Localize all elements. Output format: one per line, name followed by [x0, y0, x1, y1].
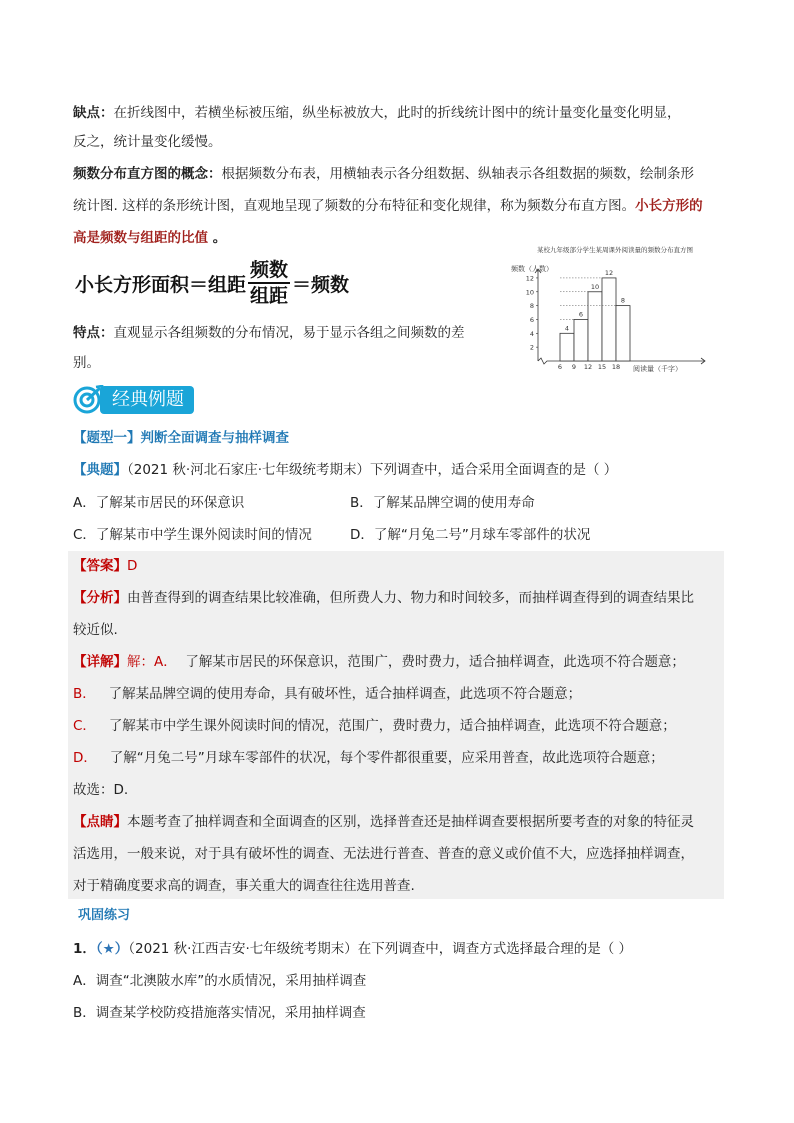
q1-number: 1． [73, 941, 96, 957]
detail-a-label: 解：A． [127, 654, 177, 670]
tip-line-1 [73, 812, 694, 832]
x-tick-label-12: 12 [583, 363, 593, 371]
bar-label-4: 8 [620, 296, 626, 305]
example-source: （2021 秋·河北石家庄·七年级统考期末） [127, 462, 370, 478]
definition-line-1 [73, 164, 694, 184]
formula-fraction [248, 258, 290, 308]
y-tick-label-2: 2 [529, 343, 534, 352]
detail-line-a [73, 652, 685, 672]
area-formula [75, 258, 349, 308]
x-tick-label-18: 18 [611, 363, 621, 371]
formula-numerator: 频数 [248, 258, 290, 284]
analysis-line-1 [73, 588, 694, 608]
formula-left: 小长方形面积＝组距 [75, 273, 247, 296]
bar-label-3: 12 [604, 268, 614, 277]
chart-title: 某校九年级部分学生某周课外阅读量的频数分布直方图 [537, 246, 693, 254]
answer-line [73, 556, 137, 576]
option-c: C．了解某市中学生课外阅读时间的情况 [73, 527, 312, 543]
tip-text-2: 活选用，一般来说，对于具有破坏性的调查、无法进行普查、普查的意义或价值不大，应选择抽样调查， [73, 846, 694, 862]
choose-line: 故选：D. [73, 782, 129, 798]
tip-tag: 【点睛】 [73, 814, 127, 830]
drawback-text-1: 在折线图中，若横坐标被压缩，纵坐标被放大，此时的折线统计图中的统计量变化量变化明显， [113, 105, 681, 121]
x-tick-label-15: 15 [597, 363, 607, 371]
badge-label: 经典例题 [100, 386, 194, 414]
practice-q1 [73, 939, 632, 959]
definition-line-3 [73, 228, 226, 248]
analysis-text-1: 由普查得到的调查结果比较准确，但所费人力、物力和时间较多，而抽样调查得到的调查结果比 [127, 590, 694, 606]
q1-star: （★） [95, 941, 129, 957]
definition-text-1: 根据频数分布表，用横轴表示各分组数据、纵轴表示各组数据的频数，绘制条形 [221, 166, 694, 182]
detail-c-label: C． [73, 718, 96, 734]
detail-a-text: 了解某市居民的环保意识，范围广，费时费力，适合抽样调查，此选项不符合题意； [185, 654, 685, 670]
definition-red-3: 高是频数与组距的比值 [73, 230, 208, 246]
drawback-text-2: 反之，统计量变化缓慢。 [73, 134, 222, 150]
feature-line-1 [73, 323, 465, 343]
option-d: D．了解“月兔二号”月球车零部件的状况 [350, 527, 591, 543]
detail-d-text: 了解“月兔二号”月球车零部件的状况，每个零件都很重要，应采用普查，故此选项符合题意； [109, 750, 664, 766]
drawback-head: 缺点： [73, 105, 114, 121]
feature-text-2: 别。 [73, 355, 100, 371]
answer-value: D [127, 558, 138, 574]
y-tick-label-6: 6 [529, 315, 534, 324]
detail-b-label: B． [73, 686, 96, 702]
tip-text-1: 本题考查了抽样调查和全面调查的区别，选择普查还是抽样调查要根据所要考查的对象的特征灵 [127, 814, 694, 830]
formula-right: ＝频数 [292, 273, 350, 296]
feature-text-1: 直观显示各组频数的分布情况，易于显示各组之间频数的差 [113, 325, 465, 341]
x-tick-label-9: 9 [571, 363, 577, 371]
x-tick-label-6: 6 [557, 363, 563, 371]
histogram-chart [505, 243, 720, 373]
bar-4 [616, 306, 630, 361]
detail-tag: 【详解】 [73, 654, 127, 670]
bar-2 [588, 292, 602, 361]
y-tick-label-4: 4 [529, 329, 534, 338]
definition-text-2: 统计图. 这样的条形统计图，直观地呈现了频数的分布特征和变化规律，称为频数分布直方图。 [73, 198, 636, 214]
definition-end-3: 。 [208, 230, 227, 246]
option-b: B．了解某品牌空调的使用寿命 [350, 495, 535, 511]
detail-c-text: 了解某市中学生课外阅读时间的情况，范围广，费时费力，适合抽样调查，此选项不符合题意； [108, 718, 676, 734]
bar-1 [574, 319, 588, 361]
chart-xlabel: 阅读量（千字） [633, 365, 682, 373]
example-stem: 下列调查中，适合采用全面调查的是（ ） [369, 462, 618, 478]
feature-head: 特点： [73, 325, 114, 341]
definition-line-2 [73, 196, 703, 216]
analysis-text-2: 较近似. [73, 622, 118, 638]
answer-tag: 【答案】 [73, 558, 127, 574]
option-a: A．了解某市居民的环保意识 [73, 495, 245, 511]
bar-label-2: 10 [590, 282, 600, 291]
bar-3 [602, 278, 616, 361]
y-tick-label-8: 8 [529, 302, 534, 311]
detail-d-label: D． [73, 750, 97, 766]
definition-red-2: 小长方形的 [635, 198, 703, 214]
example-tag: 【典题】 [73, 462, 127, 478]
q1-option-a: A．调查“北澳陂水库”的水质情况，采用抽样调查 [73, 973, 367, 989]
analysis-tag: 【分析】 [73, 590, 127, 606]
detail-line-d [73, 748, 664, 768]
detail-line-c [73, 716, 676, 736]
drawback-line-1 [73, 103, 681, 123]
bar-0 [560, 333, 574, 361]
detail-b-text: 了解某品牌空调的使用寿命，具有破坏性，适合抽样调查，此选项不符合题意； [108, 686, 582, 702]
type-heading: 【题型一】判断全面调查与抽样调查 [73, 430, 289, 446]
example-question [73, 460, 617, 480]
tip-text-3: 对于精确度要求高的调查，事关重大的调查往往选用普查. [73, 878, 415, 894]
section-badge [72, 385, 194, 415]
formula-denominator: 组距 [250, 285, 289, 307]
bar-label-1: 6 [578, 310, 584, 319]
detail-line-b [73, 684, 581, 704]
chart-ylabel: 频数（人数） [511, 265, 553, 273]
definition-head: 频数分布直方图的概念： [73, 166, 222, 182]
bar-label-0: 4 [564, 324, 570, 333]
y-tick-label-10: 10 [525, 288, 534, 297]
q1-stem: 在下列调查中，调查方式选择最合理的是（ ） [357, 941, 633, 957]
practice-title: 巩固练习 [78, 908, 131, 923]
q1-option-b: B．调查某学校防疫措施落实情况，采用抽样调查 [73, 1005, 366, 1021]
y-tick-label-12: 12 [525, 274, 534, 283]
q1-source: （2021 秋·江西吉安·七年级统考期末） [128, 941, 358, 957]
